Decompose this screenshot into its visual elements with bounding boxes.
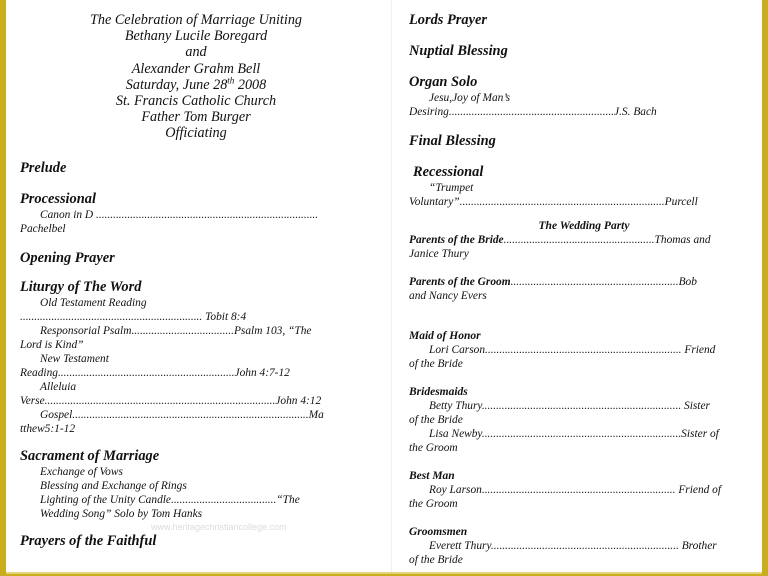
recessional-heading: Recessional [413,164,484,180]
alleluia-line: Verse.................................................................................John 4:12 [20,394,322,407]
left-page [20,0,372,572]
nt-label: New Testament [40,352,109,365]
ceremony-date [20,77,372,93]
church-name: St. Francis Catholic Church [115,93,277,110]
bridesmaid-1-line-2: of the Bride [409,414,463,426]
date-prefix: Saturday, June 28 [125,76,228,93]
bridesmaid-2-line-2: the Groom [409,442,458,454]
groomsman-1-line-2: of the Bride [409,554,463,566]
organ-solo-heading: Organ Solo [409,74,478,90]
ot-reading-label: Old Testament Reading [40,296,147,309]
parents-bride-label: Parents of the Bride [409,234,504,246]
lords-prayer-heading: Lords Prayer [409,12,487,28]
recessional-line-2: Voluntary”........................................................................Purcell [409,196,698,208]
rings-line: Blessing and Exchange of Rings [40,479,187,492]
groomsmen-label: Groomsmen [409,526,468,538]
page-divider [391,0,392,572]
prayers-heading: Prayers of the Faithful [20,532,157,549]
gospel-line-1: Gospel...................................................................................Ma [40,408,324,421]
prelude-heading: Prelude [20,159,67,176]
parents-groom-line-1 [409,275,759,289]
bridesmaid-2-line-1: Lisa Newby......................................................................Sister of [429,428,719,440]
final-blessing-heading: Final Blessing [409,133,496,149]
date-sup: th [227,75,235,86]
parents-bride-line-1 [409,233,759,247]
header-line-1: The Celebration of Marriage Uniting [89,12,303,28]
candle-line-2: Wedding Song” Solo by Tom Hanks [40,507,203,520]
organ-line-2: Desiring..........................................................J.S. Bach [409,106,657,118]
best-man-line-2: the Groom [409,498,458,510]
maid-of-honor-line-2: of the Bride [409,358,463,370]
date-suffix: 2008 [234,76,267,93]
recessional-line-1: “Trumpet [429,182,474,194]
bridesmaid-1-line-1: Betty Thury...................................................................... Sister [429,400,710,412]
sacrament-heading: Sacrament of Marriage [20,447,160,464]
bride-name: Bethany Lucile Boregard [124,28,268,45]
parents-bride-line-2: Janice Thury [409,248,469,260]
wedding-party-title: The Wedding Party [538,220,630,232]
parents-groom-line-2: and Nancy Evers [409,290,487,302]
maid-of-honor-label: Maid of Honor [409,330,481,342]
best-man-line-1: Roy Larson.................................................................... Friend of [429,484,722,496]
alleluia-label: Alleluia [40,380,77,393]
ceremony-header [20,12,372,142]
nuptial-heading: Nuptial Blessing [409,43,508,59]
processional-line-2: Pachelbel [20,222,66,235]
psalm-line-1: Responsorial Psalm....................................Psalm 103, “The [40,324,312,337]
page-frame [6,0,762,574]
psalm-line-2: Lord is Kind” [20,338,84,351]
header-and: and [185,44,207,61]
processional-line-1: Canon in D .............................................................................. [40,208,319,221]
officiating: Officiating [165,125,227,142]
right-page [409,0,759,572]
bridesmaids-label: Bridesmaids [409,386,468,398]
watermark: www.heritagechristiancollege.com [151,522,287,532]
best-man-label: Best Man [409,470,455,482]
nt-line: Reading..............................................................John 4:7-12 [20,366,290,379]
opening-prayer-heading: Opening Prayer [20,249,115,266]
liturgy-heading: Liturgy of The Word [20,278,142,295]
parents-bride-line-rest: .....................................................Thomas and [503,234,711,246]
gospel-line-2: tthew5:1-12 [20,422,76,435]
parents-groom-line-rest: ...........................................................Bob [510,276,697,288]
vows-line: Exchange of Vows [40,465,123,478]
organ-line-1: Jesu,Joy of Man’s [429,92,511,104]
candle-line-1: Lighting of the Unity Candle.....................................“The [40,493,300,506]
processional-heading: Processional [20,190,96,207]
groomsman-1-line-1: Everett Thury.................................................................. Brother [429,540,717,552]
ot-reading-line: ................................................................ Tobit 8:4 [20,310,247,323]
parents-groom-label: Parents of the Groom [409,276,511,288]
groom-name: Alexander Grahm Bell [131,60,261,77]
officiant-name: Father Tom Burger [141,109,251,126]
maid-of-honor-line-1: Lori Carson..................................................................... Friend [429,344,716,356]
